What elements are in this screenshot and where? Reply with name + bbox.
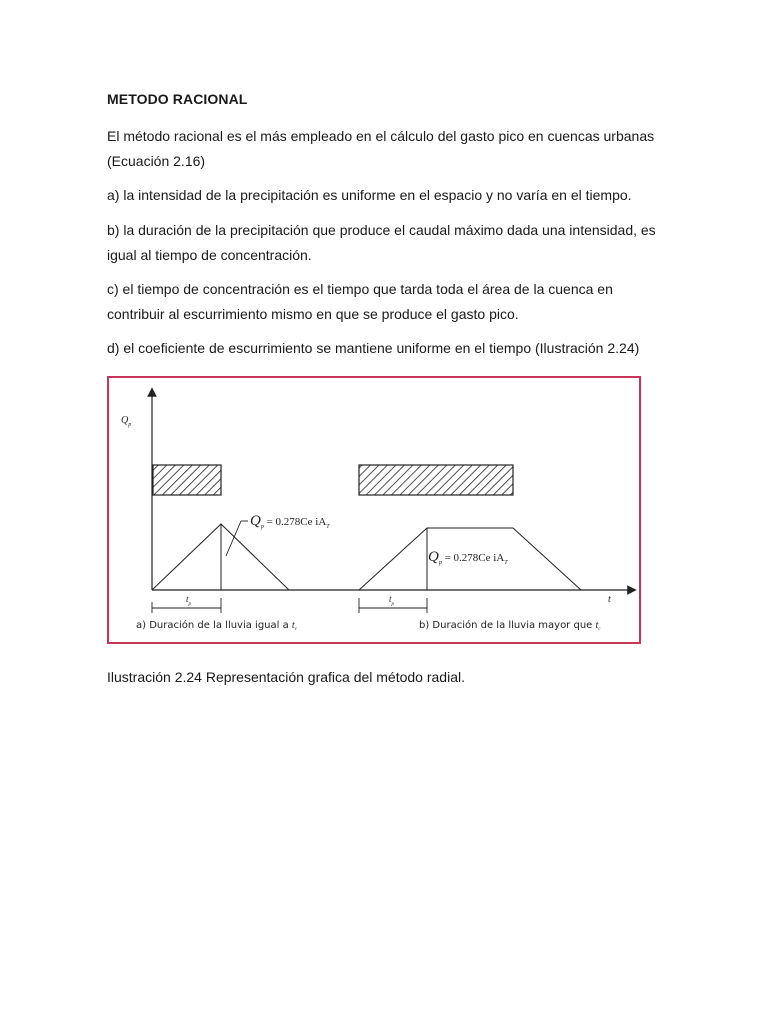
x-axis-label: t (608, 594, 611, 605)
tp-label-b: $t_p$ (389, 594, 395, 607)
paragraph-d: d) el coeficiente de escurrimiento se mantiene uniforme en el tiempo (Ilustración 2.24) (107, 340, 640, 356)
section-title: METODO RACIONAL (107, 91, 248, 107)
formula-a-leader (226, 521, 241, 556)
paragraph-b: b) la duración de la precipitación que produce el caudal máximo dada una intensidad, es igual al tiempo de concentración. (107, 222, 656, 263)
subcaption-b: b) Duración de la lluvia mayor que $t_c$ (419, 620, 601, 632)
rainfall-block-a (153, 465, 221, 495)
paragraph-intro: El método racional es el más empleado en el cálculo del gasto pico en cuencas urbanas (Ecuación 2.16) (107, 128, 655, 169)
formula-a: $Q_p = 0.278Ce$ $iA_T$ (250, 513, 330, 530)
hydrograph-figure (109, 378, 639, 642)
subcaption-a: a) Duración de la lluvia igual a $t_c$ (136, 620, 297, 632)
tp-label-a: $t_p$ (186, 594, 192, 607)
formula-b: $Q_p = 0.278Ce$ $iA_T$ (428, 549, 508, 566)
rainfall-block-b (359, 465, 513, 495)
figure-caption: Ilustración 2.24 Representación grafica del método radial. (107, 669, 465, 685)
paragraph-c: c) el tiempo de concentración es el tiempo que tarda toda el área de la cuenca en contribuir al escurrimiento mismo en que se produce el gasto pico. (107, 281, 613, 322)
figure-frame (107, 376, 641, 644)
paragraph-a: a) la intensidad de la precipitación es uniforme en el espacio y no varía en el tiempo. (107, 187, 632, 203)
y-axis-label: $Q_p$ (121, 415, 132, 428)
